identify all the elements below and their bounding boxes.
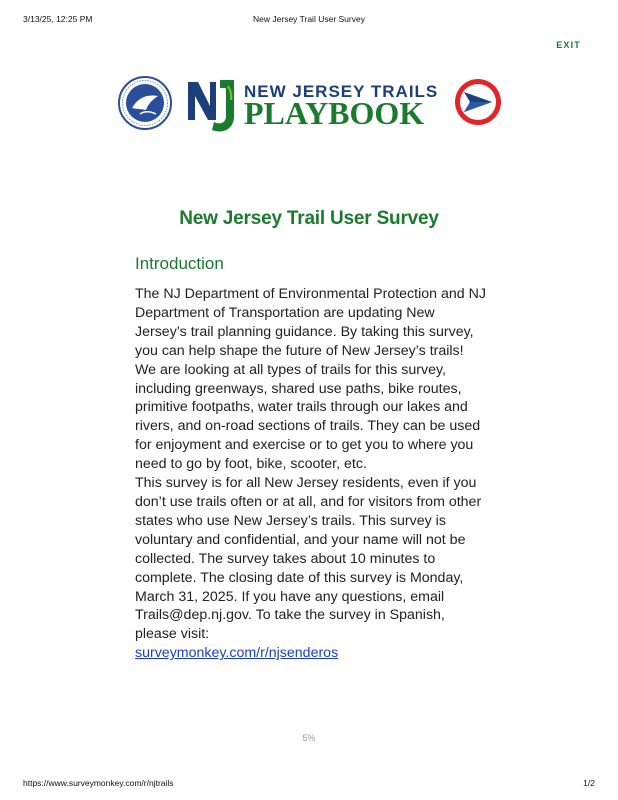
intro-paragraph-1: The NJ Department of Environmental Protection and NJ Department of Transportation are updating New Jersey’s trail planning guidance. By taking this survey, you can help shape the future of New Jersey’s trails!: [135, 286, 486, 359]
logo-line1: NEW JERSEY TRAILS: [244, 82, 439, 101]
print-page-number: 1/2: [583, 778, 595, 788]
nj-trails-playbook-logo: [184, 76, 440, 136]
print-header: [23, 14, 595, 28]
spanish-survey-link[interactable]: surveymonkey.com/r/njsenderos: [135, 645, 339, 662]
njdot-seal-icon: [454, 78, 502, 126]
print-datetime: 3/13/25, 12:25 PM: [23, 14, 93, 24]
logo-line2: PLAYBOOK: [244, 95, 425, 131]
print-footer: [23, 778, 595, 790]
intro-paragraph-2: We are looking at all types of trails for this survey, including greenways, shared use paths, bike routes, primitive footpaths, water trails through our lakes and rivers, and on-road sections of trails. They can be used for enjoyment and exercise or to get you to where you need to go by foot, bike, scooter, etc.: [135, 361, 481, 473]
print-url: https://www.surveymonkey.com/r/njtrails: [23, 778, 174, 788]
exit-link[interactable]: EXIT: [556, 40, 581, 50]
intro-body: [135, 285, 487, 663]
logo-row: [118, 76, 502, 136]
nj-dep-seal-icon: [118, 76, 172, 130]
progress-indicator: 5%: [302, 733, 316, 743]
survey-title: New Jersey Trail User Survey: [179, 208, 439, 229]
section-heading: Introduction: [135, 254, 224, 273]
intro-paragraph-3: This survey is for all New Jersey residents, even if you don’t use trails often or at all, and for visitors from other states who use New Jersey’s trails. This survey is voluntary and confidential, and your name will not be collected. The survey takes about 10 minutes to complete. The closing date of this survey is Monday, March 31, 2025. If you have any questions, email Trails@dep.nj.gov. To take the survey in Spanish, please visit:: [135, 475, 482, 643]
print-page-title: New Jersey Trail User Survey: [253, 14, 365, 24]
